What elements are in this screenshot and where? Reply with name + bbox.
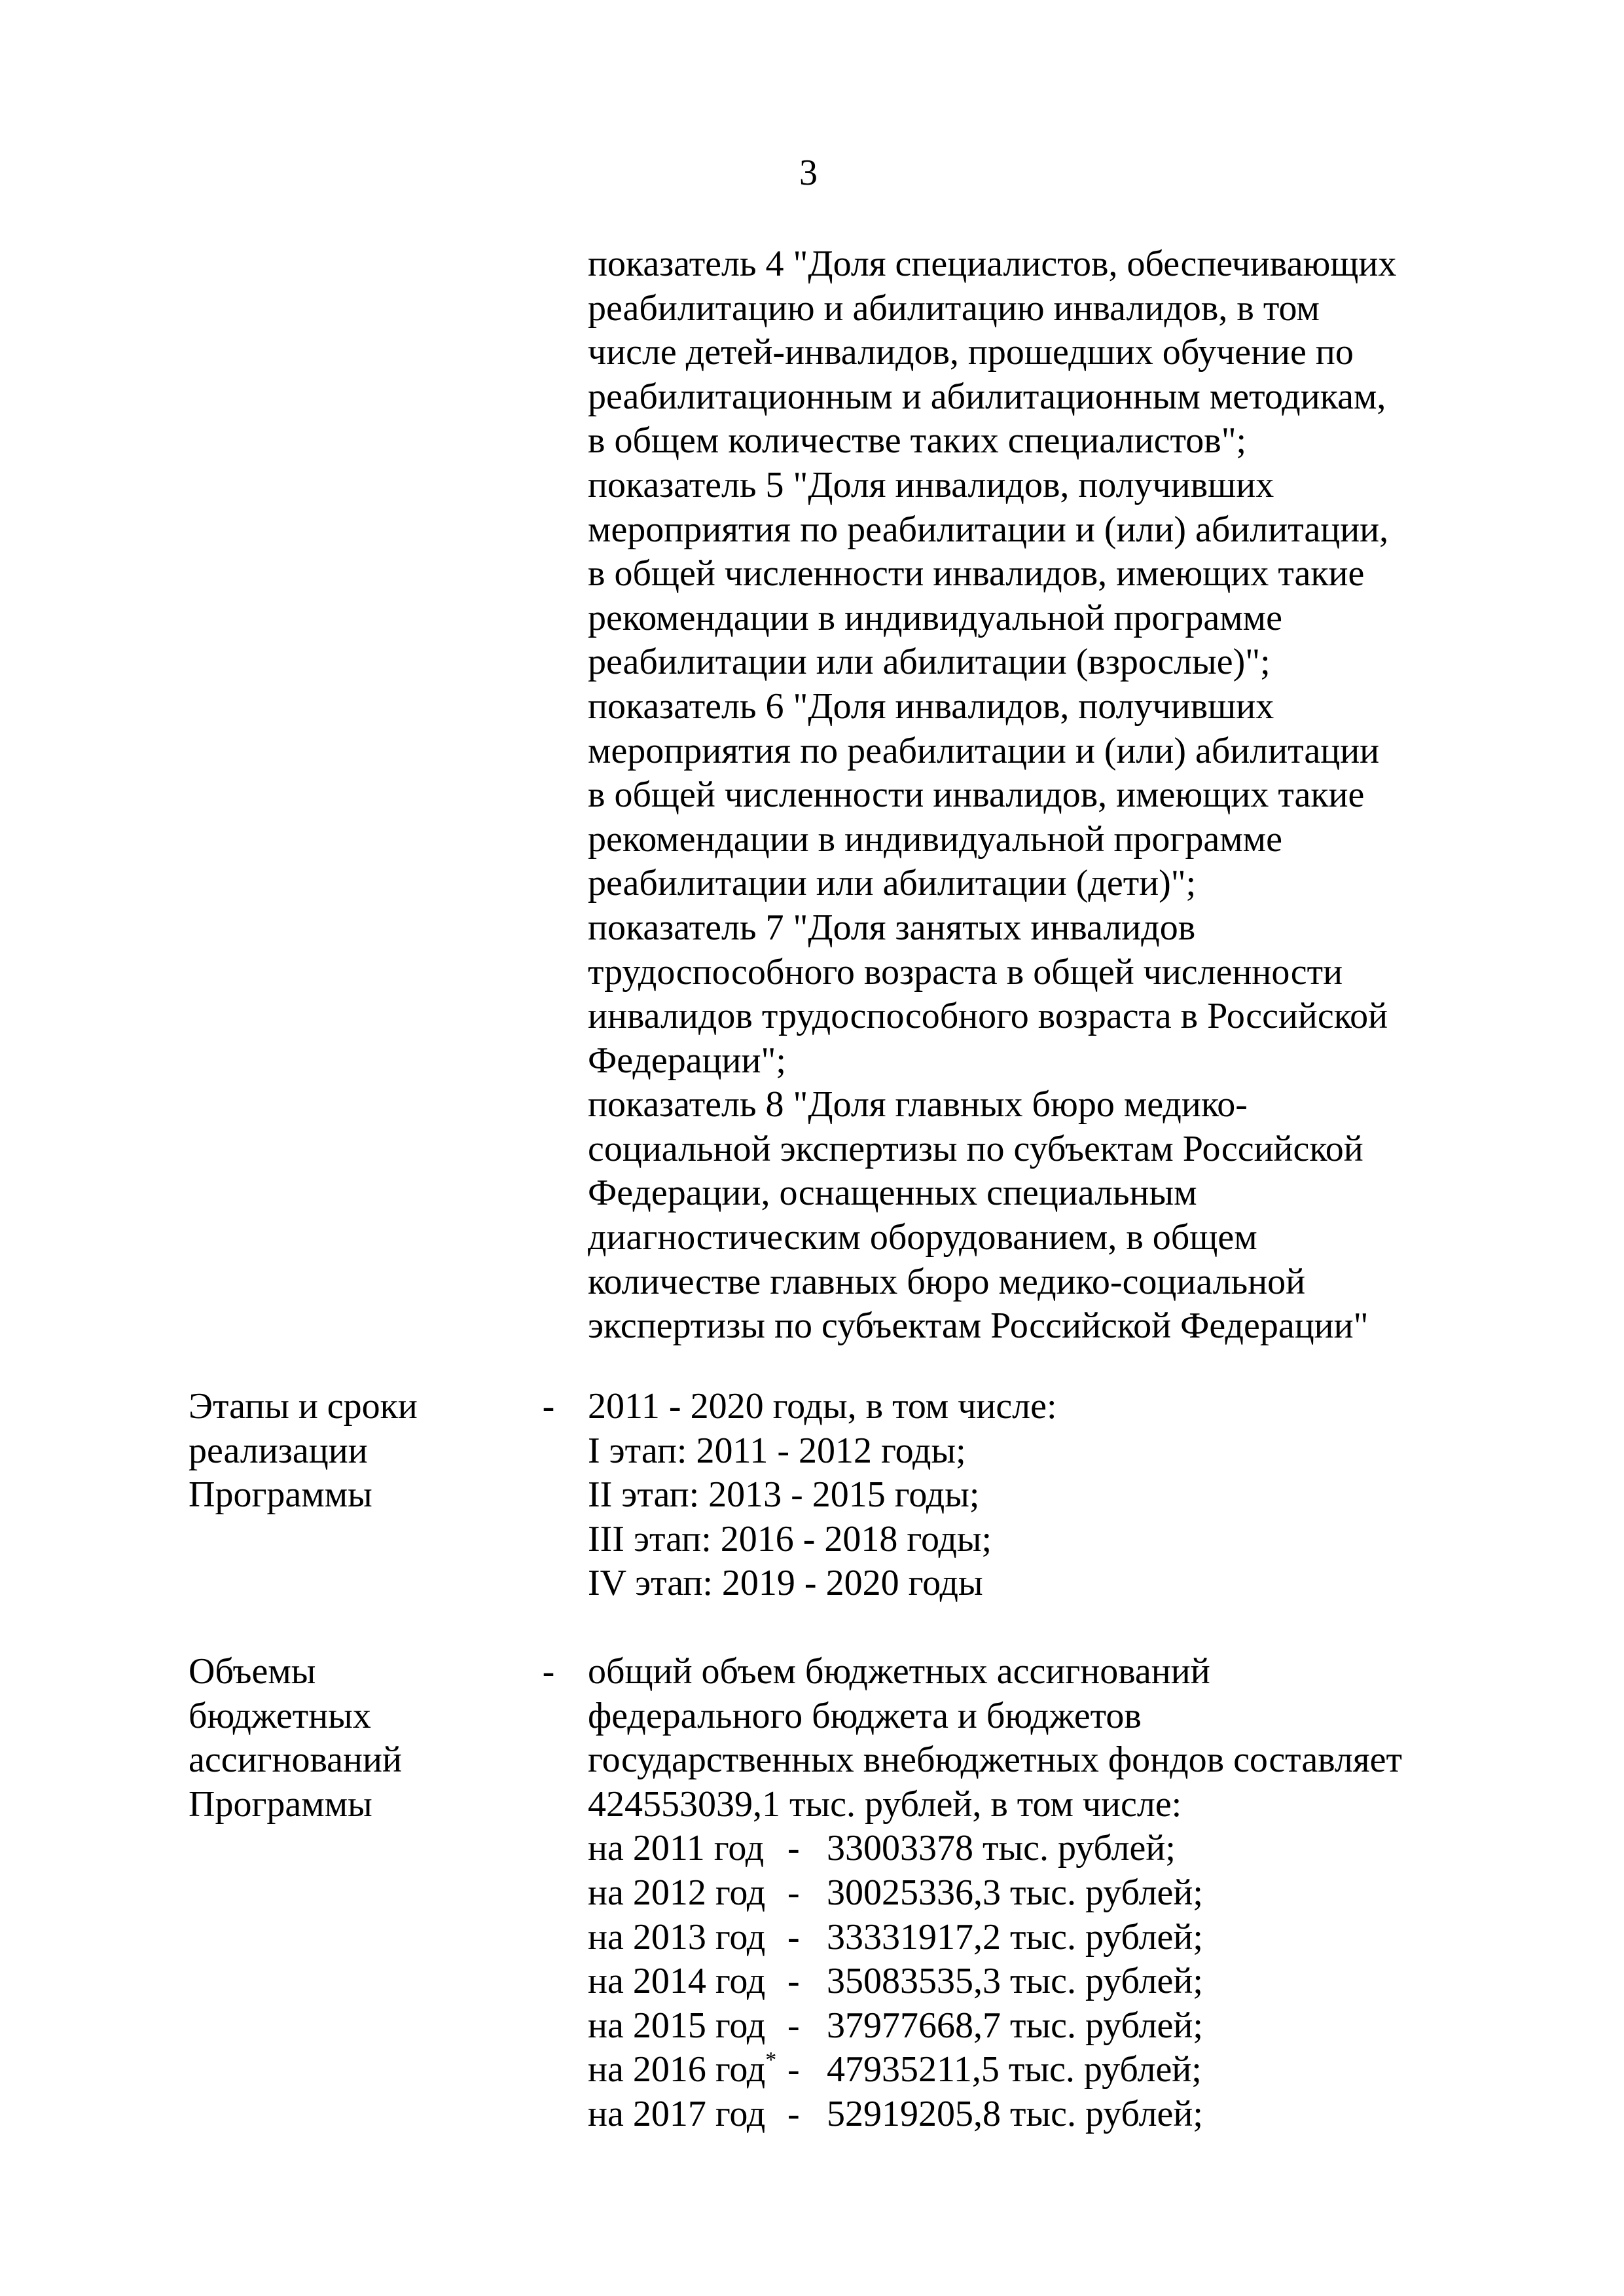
budget-intro-line: государственных внебюджетных фондов составляет xyxy=(588,1740,1402,1781)
stages-label-line: Этапы и сроки xyxy=(189,1386,418,1427)
budget-body xyxy=(588,1650,1537,2137)
indicator-line: реабилитации или абилитации (дети)"; xyxy=(588,863,1197,904)
indicator-item xyxy=(588,906,1537,1083)
indicator-line: трудоспособного возраста в общей численности xyxy=(588,951,1343,993)
budget-year-dash: - xyxy=(787,1961,800,2002)
budget-year-label-text: на 2014 год xyxy=(588,1961,766,2002)
budget-years xyxy=(588,1827,1537,2136)
stages-label-line: реализации xyxy=(189,1430,368,1471)
budget-year-label-text: на 2016 год xyxy=(588,2049,766,2090)
budget-year-row xyxy=(588,1871,1537,1916)
indicator-line: Федерации, оснащенных специальным xyxy=(588,1173,1197,1214)
budget-year-amount: 33003378 тыс. рублей; xyxy=(827,1828,1176,1869)
budget-intro xyxy=(588,1650,1537,1827)
budget-year-label xyxy=(588,1871,765,1916)
indicator-item xyxy=(588,242,1537,464)
indicator-line: инвалидов трудоспособного возраста в Российской xyxy=(588,996,1388,1037)
budget-label-line: ассигнований xyxy=(189,1740,402,1781)
budget-year-row xyxy=(588,2092,1537,2137)
indicator-line: реабилитационным и абилитационным методикам, xyxy=(588,376,1386,417)
budget-year-row xyxy=(588,1916,1537,1960)
budget-intro-line: 424553039,1 тыс. рублей, в том числе: xyxy=(588,1783,1182,1825)
budget-year-row xyxy=(588,2004,1537,2049)
budget-year-dash: - xyxy=(787,1916,800,1958)
budget-year-dash: - xyxy=(787,2005,800,2046)
indicator-line: в общей численности инвалидов, имеющих такие xyxy=(588,553,1365,594)
stages-body xyxy=(588,1385,1537,1606)
budget-year-label-text: на 2015 год xyxy=(588,2005,766,2046)
budget-label-line: Объемы xyxy=(189,1651,316,1692)
indicator-line: количестве главных бюро медико-социальной xyxy=(588,1261,1306,1302)
budget-year-dash: - xyxy=(787,2093,800,2134)
budget-intro-line: федерального бюджета и бюджетов xyxy=(588,1695,1142,1736)
indicator-line: Федерации"; xyxy=(588,1040,786,1081)
page-number: 3 xyxy=(799,153,818,193)
budget-year-row xyxy=(588,2048,1537,2092)
indicator-line: показатель 6 "Доля инвалидов, получивших xyxy=(588,685,1274,727)
budget-year-row xyxy=(588,1959,1537,2004)
stage-line: IV этап: 2019 - 2020 годы xyxy=(588,1563,983,1604)
stage-line: III этап: 2016 - 2018 годы; xyxy=(588,1518,992,1559)
indicator-line: числе детей-инвалидов, прошедших обучение по xyxy=(588,332,1354,373)
budget-label-line: Программы xyxy=(189,1783,372,1825)
budget-year-label-text: на 2012 год xyxy=(588,1872,766,1913)
budget-year-label xyxy=(588,2048,776,2097)
budget-year-row xyxy=(588,1827,1537,1871)
stages-label xyxy=(189,1385,529,1518)
indicator-item xyxy=(588,1083,1537,1349)
stages-dash: - xyxy=(542,1386,555,1427)
indicator-item xyxy=(588,464,1537,685)
budget-year-amount: 35083535,3 тыс. рублей; xyxy=(827,1961,1203,2002)
budget-intro-line: общий объем бюджетных ассигнований xyxy=(588,1651,1210,1692)
indicator-line: показатель 5 "Доля инвалидов, получивших xyxy=(588,464,1274,505)
budget-year-dash: - xyxy=(787,1828,800,1869)
indicator-line: показатель 4 "Доля специалистов, обеспечивающих xyxy=(588,244,1397,284)
indicator-line: реабилитации или абилитации (взрослые)"; xyxy=(588,642,1271,683)
budget-year-amount: 30025336,3 тыс. рублей; xyxy=(827,1872,1203,1913)
budget-label-line: бюджетных xyxy=(189,1695,371,1736)
budget-year-amount: 33331917,2 тыс. рублей; xyxy=(827,1916,1203,1958)
indicator-line: показатель 8 "Доля главных бюро медико- xyxy=(588,1084,1248,1125)
budget-year-label xyxy=(588,1916,765,1960)
budget-year-label xyxy=(588,1827,764,1871)
indicator-item xyxy=(588,685,1537,906)
budget-dash: - xyxy=(542,1651,555,1692)
budget-year-amount: 47935211,5 тыс. рублей; xyxy=(827,2049,1202,2090)
stage-line: I этап: 2011 - 2012 годы; xyxy=(588,1430,966,1471)
budget-year-amount: 37977668,7 тыс. рублей; xyxy=(827,2005,1203,2046)
budget-year-amount: 52919205,8 тыс. рублей; xyxy=(827,2093,1203,2134)
indicator-line: социальной экспертизы по субъектам Российской xyxy=(588,1128,1363,1169)
indicator-line: в общем количестве таких специалистов"; xyxy=(588,420,1247,462)
indicator-line: рекомендации в индивидуальной программе xyxy=(588,818,1282,860)
budget-year-label-text: на 2013 год xyxy=(588,1916,766,1958)
stage-line: II этап: 2013 - 2015 годы; xyxy=(588,1474,980,1516)
budget-year-label xyxy=(588,2004,765,2049)
indicator-line: мероприятия по реабилитации и (или) абилитации xyxy=(588,730,1380,771)
indicator-line: реабилитацию и абилитацию инвалидов, в том xyxy=(588,287,1320,329)
budget-year-label-text: на 2017 год xyxy=(588,2093,766,2134)
budget-year-label xyxy=(588,2092,765,2137)
budget-year-label-text: на 2011 год xyxy=(588,1828,765,1869)
budget-year-label xyxy=(588,1959,765,2004)
indicator-line: мероприятия по реабилитации и (или) абилитации, xyxy=(588,509,1389,550)
indicator-list xyxy=(588,242,1537,1349)
indicator-line: диагностическим оборудованием, в общем xyxy=(588,1217,1257,1258)
budget-label xyxy=(189,1650,529,1827)
stages-label-line: Программы xyxy=(189,1474,372,1516)
indicator-line: показатель 7 "Доля занятых инвалидов xyxy=(588,907,1196,948)
indicator-line: экспертизы по субъектам Российской Федерации" xyxy=(588,1305,1369,1347)
indicator-line: в общей численности инвалидов, имеющих такие xyxy=(588,774,1365,816)
budget-year-dash: - xyxy=(787,1872,800,1913)
stage-line: 2011 - 2020 годы, в том числе: xyxy=(588,1386,1057,1427)
indicator-line: рекомендации в индивидуальной программе xyxy=(588,597,1282,638)
footnote-mark: * xyxy=(765,2048,777,2073)
budget-year-dash: - xyxy=(787,2049,800,2090)
